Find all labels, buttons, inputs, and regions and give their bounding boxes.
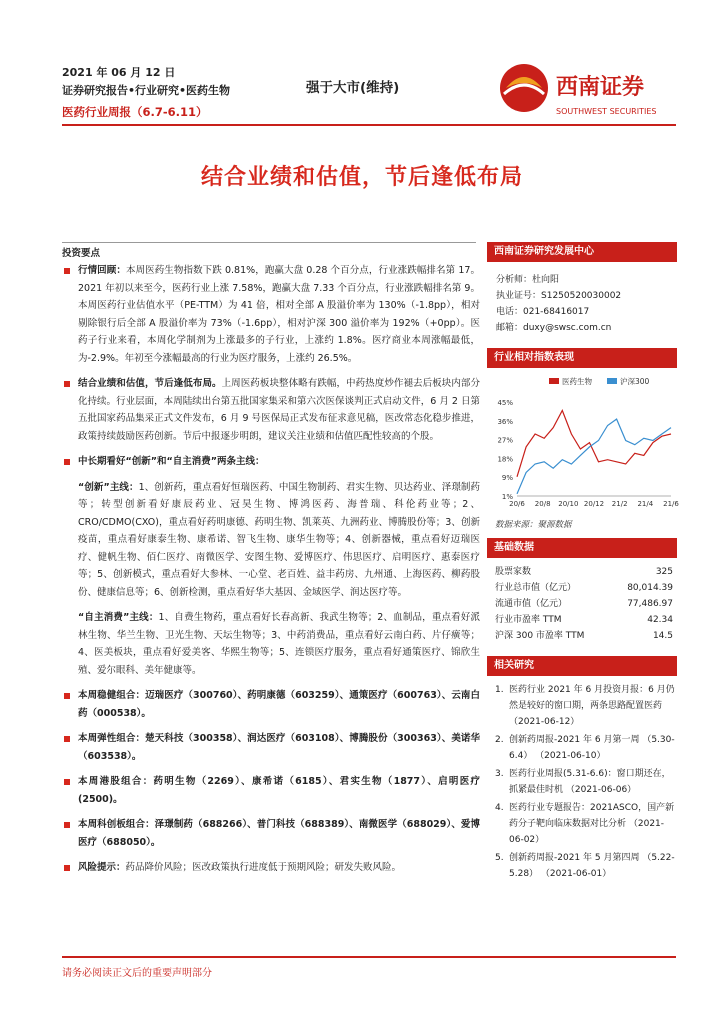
bullet-icon (64, 865, 70, 871)
report-series: 医药行业周报（6.7-6.11） (62, 105, 208, 119)
x-tick-label: 20/8 (534, 500, 551, 508)
consumer-label: “自主消费”主线： (78, 612, 159, 623)
x-tick-label: 20/12 (583, 500, 605, 508)
basic-key: 沪深 300 市盈率 TTM (495, 630, 585, 641)
bullet-label: 本周港股组合： (78, 776, 154, 787)
item-text: 医药行业周报(5.31-6.6)：窗口期还在，抓紧最佳时机 （2021-06-06） (509, 769, 671, 795)
bullet-icon (64, 381, 70, 387)
bullet-icon (64, 693, 70, 699)
footer-disclaimer: 请务必阅读正文后的重要声明部分 (62, 968, 212, 979)
bullet-icon (64, 779, 70, 785)
basic-key: 行业市盈率 TTM (495, 614, 562, 625)
basic-key: 行业总市值（亿元） (495, 582, 577, 593)
bullet-long-term (62, 453, 480, 471)
list-item[interactable] (495, 732, 677, 764)
rating: 强于大市(维持) (306, 80, 400, 96)
item-number: 5. (495, 853, 504, 863)
bullet-label: 本周科创板组合： (78, 819, 155, 830)
bullet-market-review (62, 262, 480, 367)
bullet-star-portfolio (62, 816, 480, 851)
y-tick-label: 9% (501, 474, 513, 483)
basic-value: 80,014.39 (627, 582, 673, 593)
consumer-text: 1、自费生物药，重点看好长春高新、我武生物等；2、血制品，重点看好派林生物、华兰生物、卫光生物、天坛生物等；3、中药消费品，重点看好云南白药、片仔癀等；4、医美板块，重点看好爱美客、华熙生物等；5、连锁医疗服务，重点看好通策医疗、锦欣生殖、爱尔眼科、美年健康等。 (78, 612, 480, 676)
x-tick-label: 21/6 (663, 500, 679, 508)
bullet-label: 本周弹性组合： (78, 733, 146, 744)
y-tick-label: 1% (501, 493, 513, 501)
bullet-label: 行情回顾： (78, 265, 126, 276)
item-number: 3. (495, 769, 504, 779)
basic-value: 325 (655, 566, 673, 577)
footer-rule (62, 956, 676, 958)
legend-swatch-2 (607, 378, 617, 384)
legend-swatch-1 (549, 378, 559, 384)
bullet-text: 药明生物（2269）、康希诺（6185）、君实生物（1877）、启明医疗(2500)。 (78, 776, 480, 805)
table-row (487, 580, 677, 596)
section-heading: 投资要点 (62, 242, 476, 259)
item-text: 医药行业 2021 年 6 月投资月报：6 月仍然是较好的窗口期，两条思路配置医药 （2021-06-12） (509, 685, 675, 727)
analyst-email[interactable]: 邮箱：duxy@swsc.com.cn (496, 323, 612, 333)
svg-text:SOUTHWEST SECURITIES: SOUTHWEST SECURITIES (556, 107, 657, 116)
legend-label-1: 医药生物 (562, 377, 592, 386)
item-text: 医药行业专题报告：2021ASCO，国产新药分子靶向临床数据对比分析 （2021-06-02） (509, 803, 675, 845)
bullet-label: 风险提示： (78, 862, 126, 873)
bullet-text: 药品降价风险；医改政策执行进度低于预期风险；研发失败风险。 (125, 862, 402, 873)
analyst-info (487, 262, 677, 336)
index-chart (487, 368, 677, 518)
bullet-risk (62, 859, 480, 877)
table-row (487, 596, 677, 612)
list-item[interactable] (495, 800, 677, 848)
item-number: 4. (495, 803, 504, 813)
item-text: 创新药周报-2021 年 6 月第一周 （5.30-6.4） （2021-06-10） (509, 735, 675, 761)
item-text: 创新药周报-2021 年 5 月第四周 （5.22-5.28） （2021-06-01） (509, 853, 675, 879)
chart-heading: 行业相对指数表现 (487, 348, 677, 368)
innovation-label: “创新”主线： (78, 481, 139, 493)
basic-data-heading: 基础数据 (487, 538, 677, 558)
bullet-text: 上周医药板块整体略有跌幅，中药热度炒作褪去后板块内部分化持续。行业层面，本周陆续出台第五批国家集采和第六次医保谈判正式启动文件，6 月 2 日第五批国家药品集采正式文件发布，6 月 9 号医保局正式发布征求意见稿，医改常态化稳步推进，政策持续鼓励医药创新。节后中报逐步明朗，建议关注业绩和估值匹配性较高的个股。 (78, 378, 480, 442)
basic-value: 77,486.97 (627, 598, 673, 609)
report-category: 证券研究报告•行业研究•医药生物 (62, 84, 231, 97)
bullet-icon (64, 822, 70, 828)
basic-value: 42.34 (647, 614, 673, 625)
table-row (487, 612, 677, 628)
bullet-text: 泽璟制药（688266）、普门科技（688389）、南微医学（688029）、爱博医疗（688050）。 (78, 819, 480, 848)
report-date: 2021 年 06 月 12 日 (62, 66, 176, 79)
list-item[interactable] (495, 766, 677, 798)
related-heading: 相关研究 (487, 656, 677, 676)
bullet-elastic-portfolio (62, 730, 480, 765)
bullet-text: 本周医药生物指数下跌 0.81%，跑赢大盘 0.28 个百分点，行业涨跌幅排名第 17。2021 年初以来至今，医药行业上涨 7.58%，跑赢大盘 7.33 个百分点，行业涨跌幅排名第 9。本周医药行业估值水平（PE-TTM）为 41 倍，相对全部 A 股溢价率为 130%（-1.8pp），相对剔除银行后全部 A 股溢价率为 73%（-1.6pp），相对沪深 300 溢价率为 192%（+0pp）。医药子行业来看，本周化学制剂为上涨最多的子行业，上涨约 1.8%。医疗商业本周涨幅最低，为-2.9%。年初至今涨幅最高的行业为医疗服务，上涨约 26.5%。 (78, 265, 480, 364)
bullet-text: 楚天科技（300358）、润达医疗（603108）、博腾股份（300363）、美诺华（603538）。 (78, 733, 480, 762)
list-item[interactable] (495, 682, 677, 730)
bullet-icon (64, 268, 70, 274)
bullet-hk-portfolio (62, 773, 480, 808)
series-line-2 (517, 419, 671, 494)
list-item[interactable] (495, 850, 677, 882)
y-tick-label: 18% (497, 455, 513, 464)
y-tick-label: 45% (497, 399, 513, 407)
y-tick-label: 36% (497, 417, 513, 426)
chart-svg (487, 368, 677, 518)
y-tick-label: 27% (497, 436, 513, 445)
bullet-label: 中长期看好“创新”和“自主消费”两条主线： (78, 456, 265, 467)
table-row (487, 564, 677, 580)
bullet-stable-portfolio (62, 687, 480, 722)
brand-logo (494, 58, 672, 122)
header-rule (62, 124, 676, 126)
bullet-icon (64, 459, 70, 465)
key-points (62, 262, 480, 885)
basic-key: 流通市值（亿元） (495, 598, 568, 609)
x-tick-label: 21/2 (611, 500, 628, 508)
analyst-name: 分析师：杜向阳 (496, 275, 560, 285)
basic-data-table (487, 564, 677, 644)
bullet-label: 本周稳健组合： (78, 690, 146, 701)
x-tick-label: 21/4 (637, 500, 654, 508)
x-tick-label: 20/6 (509, 500, 525, 508)
item-number: 1. (495, 685, 504, 695)
x-tick-label: 20/10 (558, 500, 579, 508)
bullet-strategy (62, 375, 480, 445)
chart-source: 数据来源：聚源数据 (495, 520, 572, 530)
analyst-phone: 电话：021-68416017 (496, 307, 590, 317)
legend-label-2: 沪深300 (620, 377, 650, 386)
sidebar (487, 242, 677, 884)
research-center-heading: 西南证券研究发展中心 (487, 242, 677, 262)
basic-key: 股票家数 (495, 566, 532, 577)
innovation-text: 1、创新药，重点看好恒瑞医药、中国生物制药、君实生物、贝达药业、泽璟制药等；转型创新看好康辰药业、冠昊生物、博鸿医药、海普瑞、科伦药业等；2、CRO/CDMO(CXO)，重点看好药明康德、药明生物、凯莱英、九洲药业、博腾股份等；3、创新疫苗，重点看好康泰生物、康希诺、智飞生物、康华生物等；4、创新器械，重点看好迈瑞医疗、健帆生物、佰仁医疗、南微医学、安图生物、爱博医疗、伟思医疗、启明医疗、惠泰医疗等；5、创新模式，重点看好大参林、一心堂、老百姓、益丰药房、九州通、上海医药、柳药股份、健康信息等；6、创新检测，重点看好华大基因、金域医学、润达医疗等。 (78, 481, 481, 598)
related-list (487, 682, 677, 882)
report-title: 结合业绩和估值，节后逢低布局 (200, 165, 523, 190)
logo-mark-icon (500, 64, 548, 112)
bullet-label: 结合业绩和估值，节后逢低布局。 (78, 378, 222, 389)
analyst-license: 执业证号：S1250520030002 (496, 291, 622, 301)
basic-value: 14.5 (652, 630, 673, 641)
bullet-icon (64, 736, 70, 742)
item-number: 2. (495, 735, 504, 745)
consumer-line (62, 609, 480, 679)
bullet-text: 迈瑞医疗（300760）、药明康德（603259）、通策医疗（600763）、云南白药（000538）。 (78, 690, 480, 719)
innovation-line (62, 479, 480, 602)
svg-text:西南证券: 西南证券 (556, 75, 645, 100)
table-row (487, 628, 677, 644)
